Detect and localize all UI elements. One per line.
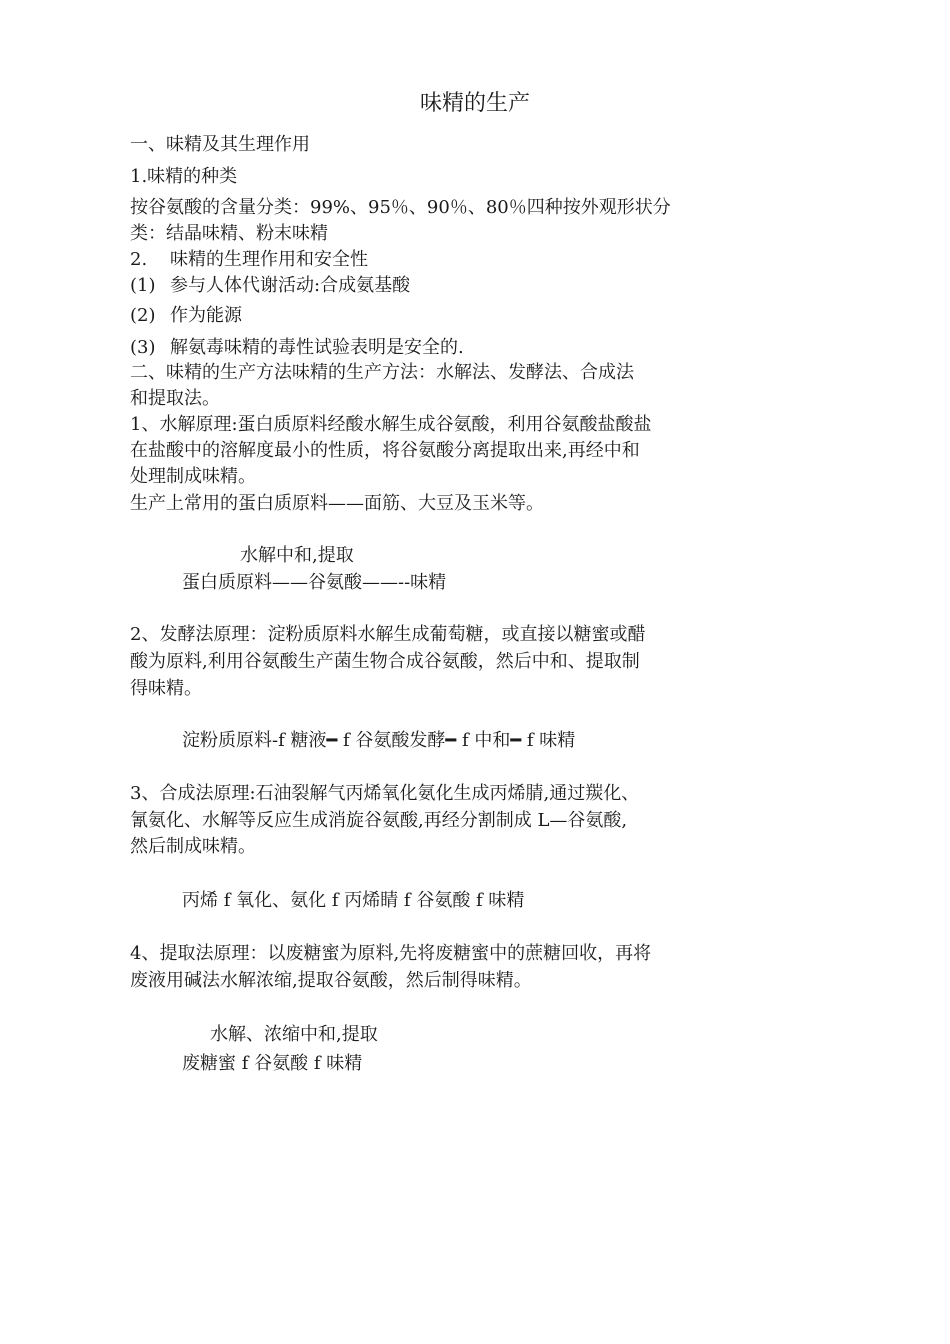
method1-line2: 在盐酸中的溶解度最小的性质，将谷氨酸分离提取出来,再经中和 <box>130 440 640 461</box>
sub2-number: 2. <box>130 249 148 270</box>
sub1-text-line2: 类：结晶味精、粉末味精 <box>130 223 328 244</box>
sub1-text-line1: 按谷氨酸的含量分类：99%、95％、90％、80％四种按外观形状分 <box>130 197 671 218</box>
flow1-label: 水解中和,提取 <box>240 545 354 566</box>
item2-number: (2) <box>130 305 156 326</box>
list-item <box>130 273 410 299</box>
section2-line2: 和提取法。 <box>130 388 220 409</box>
section2-line1: 二、味精的生产方法味精的生产方法：水解法、发酵法、合成法 <box>130 362 634 383</box>
item3-text: 解氨毒味精的毒性试验表明是安全的. <box>170 337 464 358</box>
document-title: 味精的生产 <box>419 91 530 116</box>
item3-number: (3) <box>130 337 156 358</box>
item1-number: (1) <box>130 275 156 296</box>
method2-line3: 得味精。 <box>130 678 202 699</box>
sub2-heading-row <box>130 247 368 273</box>
flow1-text: 蛋白质原料——谷氨酸——--味精 <box>182 572 447 593</box>
sub1-heading: 1.味精的种类 <box>130 166 238 187</box>
flow3-text: 丙烯 f 氧化、氨化 f 丙烯睛 f 谷氨酸 f 味精 <box>182 890 525 911</box>
method2-line2: 酸为原料,利用谷氨酸生产菌生物合成谷氨酸，然后中和、提取制 <box>130 651 640 672</box>
method1-line4: 生产上常用的蛋白质原料——面筋、大豆及玉米等。 <box>130 493 544 514</box>
list-item <box>130 335 464 361</box>
sub2-heading: 味精的生理作用和安全性 <box>170 249 368 270</box>
method1-line3: 处理制成味精。 <box>130 466 256 487</box>
item2-text: 作为能源 <box>170 305 242 326</box>
method3-line3: 然后制成味精。 <box>130 836 256 857</box>
flow4-text: 废糖蜜 f 谷氨酸 f 味精 <box>182 1053 363 1074</box>
flow2-text: 淀粉质原料-f 糖液━ f 谷氨酸发酵━ f 中和━ f 味精 <box>182 730 576 751</box>
item1-text: 参与人体代谢活动:合成氨基酸 <box>170 275 411 296</box>
method2-line1: 2、发酵法原理：淀粉质原料水解生成葡萄糖，或直接以糖蜜或醋 <box>130 624 646 645</box>
method1-line1: 1、水解原理:蛋白质原料经酸水解生成谷氨酸，利用谷氨酸盐酸盐 <box>130 414 652 435</box>
list-item <box>130 303 242 329</box>
section1-heading: 一、味精及其生理作用 <box>130 134 310 155</box>
method4-line1: 4、提取法原理：以废糖蜜为原料,先将废糖蜜中的蔗糖回收，再将 <box>130 943 652 964</box>
method3-line1: 3、合成法原理:石油裂解气丙烯氧化氨化生成丙烯腈,通过羰化、 <box>130 783 640 804</box>
flow4-label: 水解、浓缩中和,提取 <box>210 1024 378 1045</box>
method3-line2: 氰氨化、水解等反应生成消旋谷氨酸,再经分割制成 L—谷氨酸, <box>130 810 628 831</box>
method4-line2: 废液用碱法水解浓缩,提取谷氨酸，然后制得味精。 <box>130 970 532 991</box>
